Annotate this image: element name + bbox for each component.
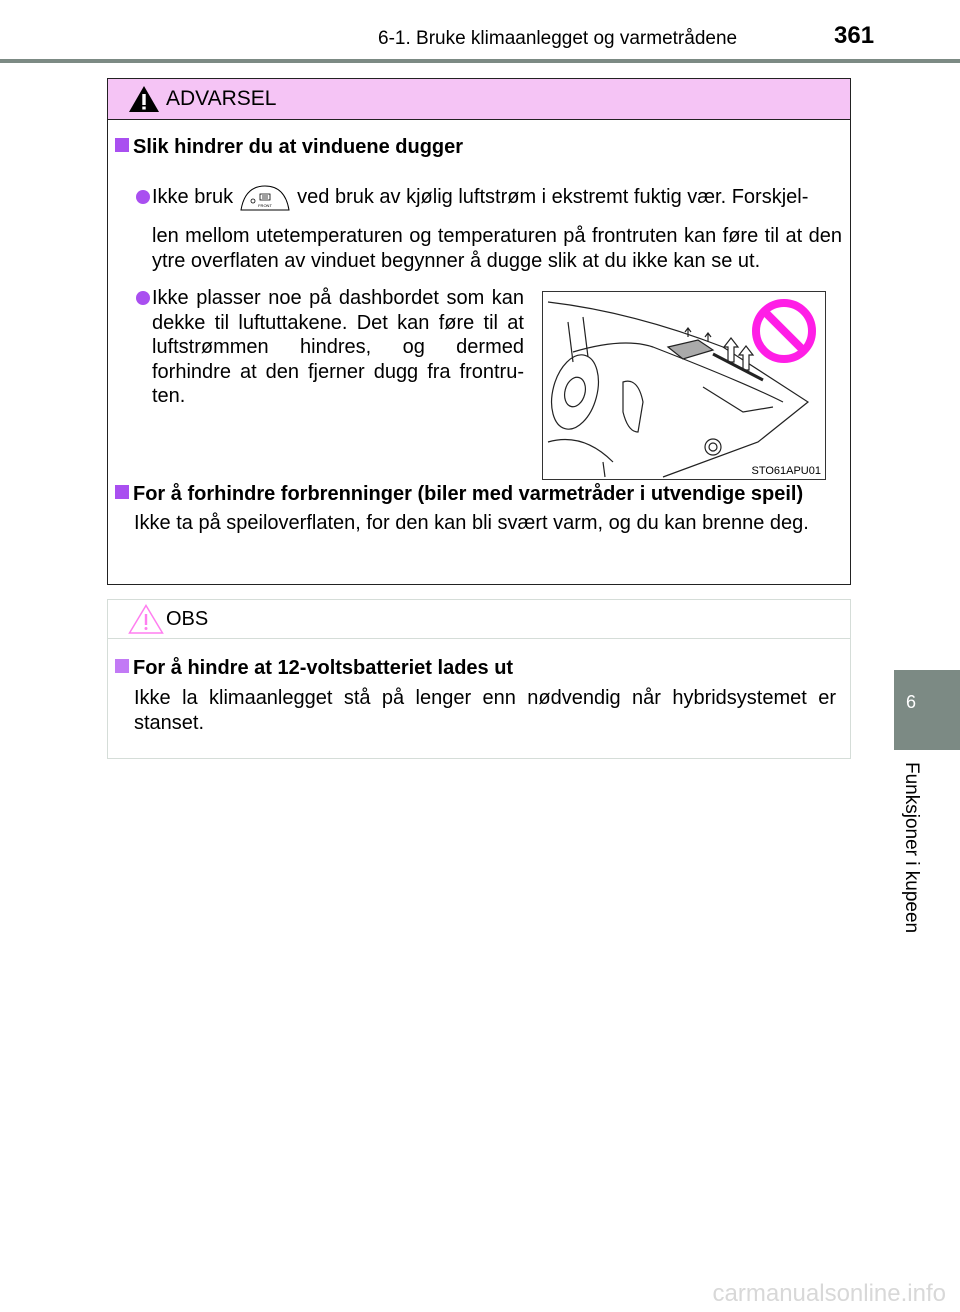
section-heading (115, 136, 463, 159)
round-bullet-icon (136, 190, 150, 204)
section-text: Ikke ta på speiloverflaten, for den kan bli svært varm, og du kan brenne deg. (134, 512, 809, 534)
section-heading (115, 657, 513, 680)
square-bullet-icon (115, 659, 129, 673)
warning-triangle-icon (128, 85, 160, 113)
button-icon-label: FRONT (258, 203, 273, 208)
section-title: 6-1. Bruke klimaanlegget og varmetrådene (378, 28, 738, 49)
notice-box (107, 599, 851, 759)
square-bullet-icon (115, 485, 129, 499)
warning-header (108, 79, 850, 120)
notice-header (108, 600, 850, 639)
bullet-text: ved bruk av kjølig luftstrøm i ekstremt fuktig vær. Forskjel- (297, 186, 809, 208)
bullet-text: Ikke bruk (152, 186, 234, 208)
notice-title: OBS (166, 608, 209, 630)
bullet-text: Ikke plasser noe på dashbordet som kan dekke til luftuttakene. Det kan føre til at luftstrømmen hindres, og dermed forhindre at den fjerner dugg fra frontru-ten. (152, 287, 524, 407)
caution-triangle-icon (128, 604, 164, 634)
header-rule (0, 59, 960, 63)
round-bullet-icon (136, 291, 150, 305)
chapter-tab[interactable] (894, 670, 960, 750)
bullet-1-continuation: len mellom utetemperaturen og temperaturen på frontruten kan føre til at den ytre overflaten av vinduet begynner å dugge slik at du ikke kan se ut. (152, 225, 842, 272)
section-heading (115, 483, 803, 506)
chapter-label: Funksjoner i kupeen (901, 762, 922, 934)
heading-text: For å hindre at 12-voltsbatteriet lades ut (133, 657, 514, 679)
square-bullet-icon (115, 138, 129, 152)
heading-text: For å forhindre forbrenninger (biler med varmetråder i utvendige speil) (133, 483, 804, 505)
section-text: Ikke la klimaanlegget stå på lenger enn nødvendig når hybridsystemet er stanset. (134, 687, 836, 734)
prohibited-icon (751, 298, 817, 364)
figure-id: STO61APU01 (751, 465, 821, 477)
bullet-1 (136, 185, 842, 211)
bullet-2 (136, 286, 524, 409)
heading-text: Slik hindrer du at vinduene dugger (133, 136, 464, 158)
front-defroster-button-icon (239, 185, 291, 211)
warning-box (107, 78, 851, 585)
warning-title: ADVARSEL (166, 87, 277, 110)
dashboard-illustration (542, 291, 826, 480)
page-number: 361 (834, 22, 875, 49)
watermark: carmanualsonline.info (712, 1280, 946, 1307)
chapter-number: 6 (906, 692, 917, 712)
